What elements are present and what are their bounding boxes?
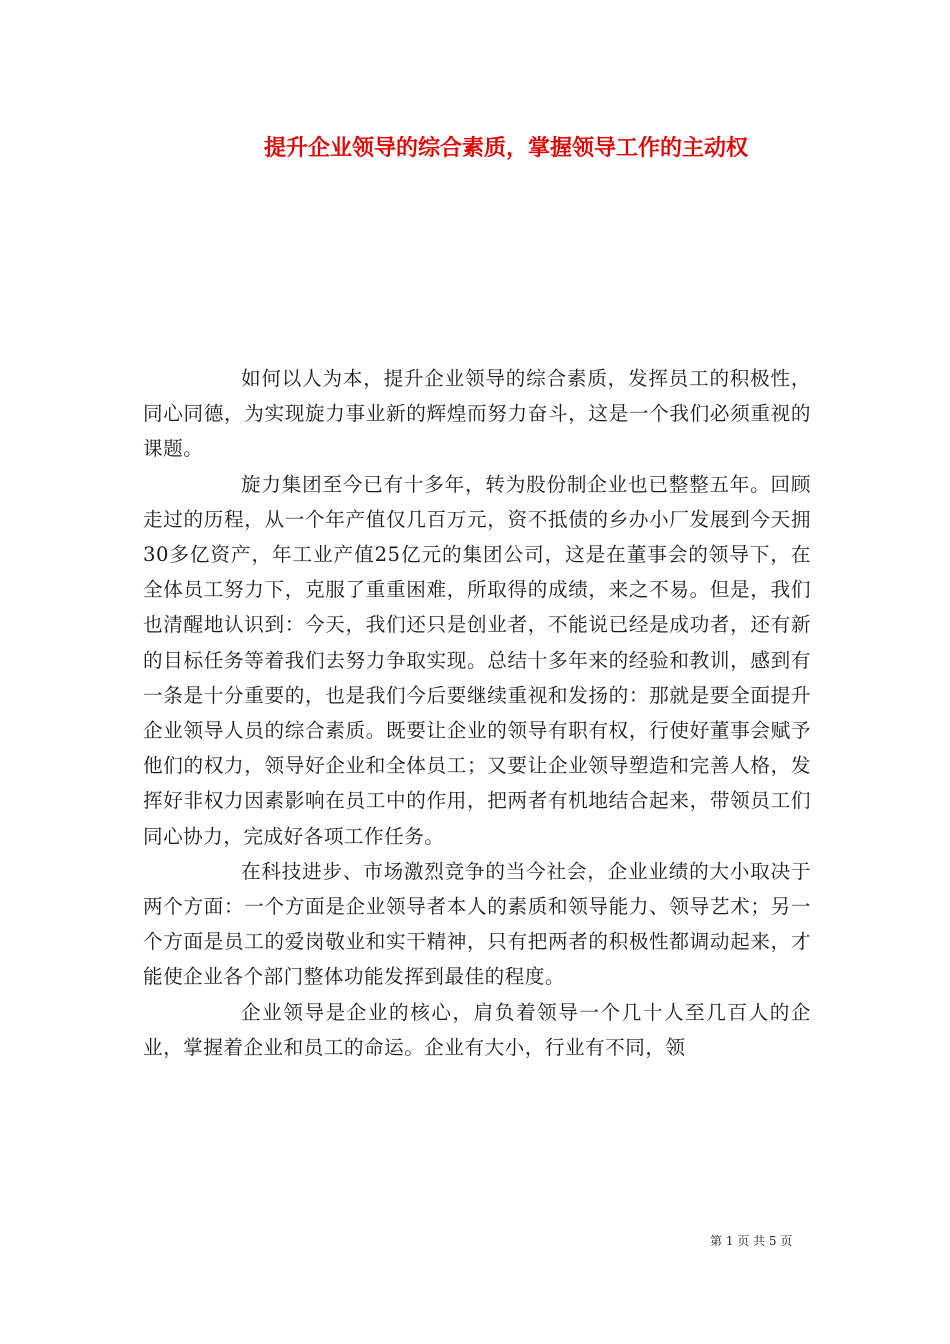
page-footer: 第 1 页 共 5 页 bbox=[710, 1234, 793, 1248]
body-text bbox=[143, 361, 811, 1065]
page-title: 提升企业领导的综合素质，掌握领导工作的主动权 bbox=[263, 135, 748, 161]
paragraph-4: 企业领导是企业的核心，肩负着领导一个几十人至几百人的企业，掌握着企业和员工的命运。企业有大小，行业有不同，领 bbox=[143, 1000, 811, 1059]
paragraph-2: 旋力集团至今已有十多年，转为股份制企业也已整整五年。回顾走过的历程，从一个年产值仅几百万元，资不抵债的乡办小厂发展到今天拥30多亿资产，年工业产值25亿元的集团公司，这是在董事会的领导下，在全体员工努力下，克服了重重困难，所取得的成绩，来之不易。但是，我们也清醒地认识到：今天，我们还只是创业者，不能说已经是成功者，还有新的目标任务等着我们去努力争取实现。总结十多年来的经验和教训，感到有一条是十分重要的，也是我们今后要继续重视和发扬的：那就是要全面提升企业领导人员的综合素质。既要让企业的领导有职有权，行使好董事会赋予他们的权力，领导好企业和全体员工；又要让企业领导塑造和完善人格，发挥好非权力因素影响在员工中的作用，把两者有机地结合起来，带领员工们同心协力，完成好各项工作任务。 bbox=[143, 472, 811, 848]
paragraph-1: 如何以人为本，提升企业领导的综合素质，发挥员工的积极性，同心同德，为实现旋力事业新的辉煌而努力奋斗，这是一个我们必须重视的课题。 bbox=[143, 367, 811, 461]
paragraph-3: 在科技进步、市场激烈竞争的当今社会，企业业绩的大小取决于两个方面：一个方面是企业领导者本人的素质和领导能力、领导艺术；另一个方面是员工的爱岗敬业和实干精神，只有把两者的积极性都调动起来，才能使企业各个部门整体功能发挥到最佳的程度。 bbox=[143, 859, 811, 989]
